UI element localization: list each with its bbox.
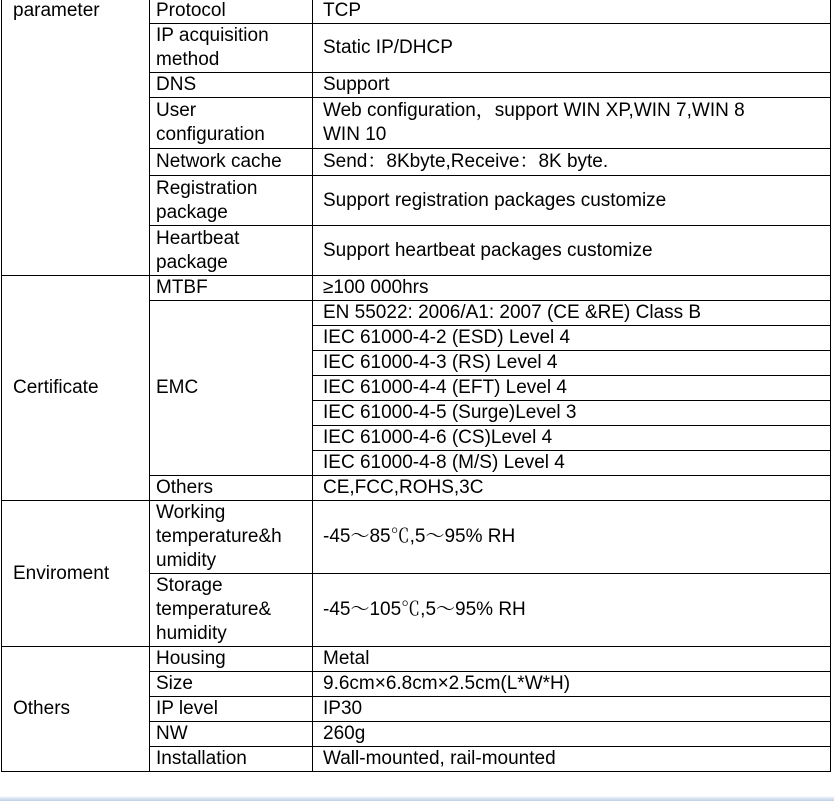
- value-cell: IEC 61000-4-3 (RS) Level 4: [313, 351, 831, 376]
- param-cell: Registration package: [150, 176, 313, 226]
- param-cell: Installation: [150, 747, 313, 772]
- value-cell: EN 55022: 2006/A1: 2007 (CE &RE) Class B: [313, 301, 831, 326]
- value-cell: 9.6cm×6.8cm×2.5cm(L*W*H): [313, 672, 831, 697]
- param-cell: User configuration: [150, 98, 313, 149]
- value-cell: CE,FCC,ROHS,3C: [313, 476, 831, 501]
- param-cell: Others: [150, 476, 313, 501]
- value-cell: IEC 61000-4-6 (CS)Level 4: [313, 426, 831, 451]
- value-cell: Metal: [313, 647, 831, 672]
- value-cell: IEC 61000-4-8 (M/S) Level 4: [313, 451, 831, 476]
- value-cell: Static IP/DHCP: [313, 24, 831, 73]
- param-cell: Network cache: [150, 149, 313, 176]
- value-cell: 260g: [313, 722, 831, 747]
- value-cell: Web configuration，support WIN XP,WIN 7,WIN 8 WIN 10: [313, 98, 831, 149]
- param-cell: MTBF: [150, 276, 313, 301]
- value-cell: TCP: [313, 0, 831, 24]
- param-cell: IP acquisition method: [150, 24, 313, 73]
- param-cell: Protocol: [150, 0, 313, 24]
- value-cell: Support heartbeat packages customize: [313, 226, 831, 276]
- table-row: [2, 501, 831, 574]
- value-cell: Send：8Kbyte,Receive：8K byte.: [313, 149, 831, 176]
- table-row: [2, 276, 831, 301]
- value-cell: IP30: [313, 697, 831, 722]
- value-cell: IEC 61000-4-5 (Surge)Level 3: [313, 401, 831, 426]
- group-label-enviroment: Enviroment: [2, 501, 150, 647]
- value-cell: ≥100 000hrs: [313, 276, 831, 301]
- spec-table: [1, 0, 831, 772]
- param-cell: Heartbeat package: [150, 226, 313, 276]
- value-cell: Wall-mounted, rail-mounted: [313, 747, 831, 772]
- param-cell: DNS: [150, 73, 313, 98]
- group-label-others: Others: [2, 647, 150, 772]
- param-cell: Size: [150, 672, 313, 697]
- value-cell: -45～85℃,5～95% RH: [313, 501, 831, 574]
- param-cell-emc: EMC: [150, 301, 313, 476]
- param-cell: Storage temperature& humidity: [150, 574, 313, 647]
- group-label-certificate: Certificate: [2, 276, 150, 501]
- param-cell: IP level: [150, 697, 313, 722]
- param-cell: Housing: [150, 647, 313, 672]
- param-cell: NW: [150, 722, 313, 747]
- group-label-parameter: parameter: [2, 0, 150, 276]
- value-cell: Support registration packages customize: [313, 176, 831, 226]
- value-cell: IEC 61000-4-4 (EFT) Level 4: [313, 376, 831, 401]
- page-bottom-edge: [0, 796, 834, 801]
- param-cell: Working temperature&h umidity: [150, 501, 313, 574]
- table-row: [2, 0, 831, 24]
- value-cell: IEC 61000-4-2 (ESD) Level 4: [313, 326, 831, 351]
- value-cell: Support: [313, 73, 831, 98]
- value-cell: -45～105℃,5～95% RH: [313, 574, 831, 647]
- table-row: [2, 647, 831, 672]
